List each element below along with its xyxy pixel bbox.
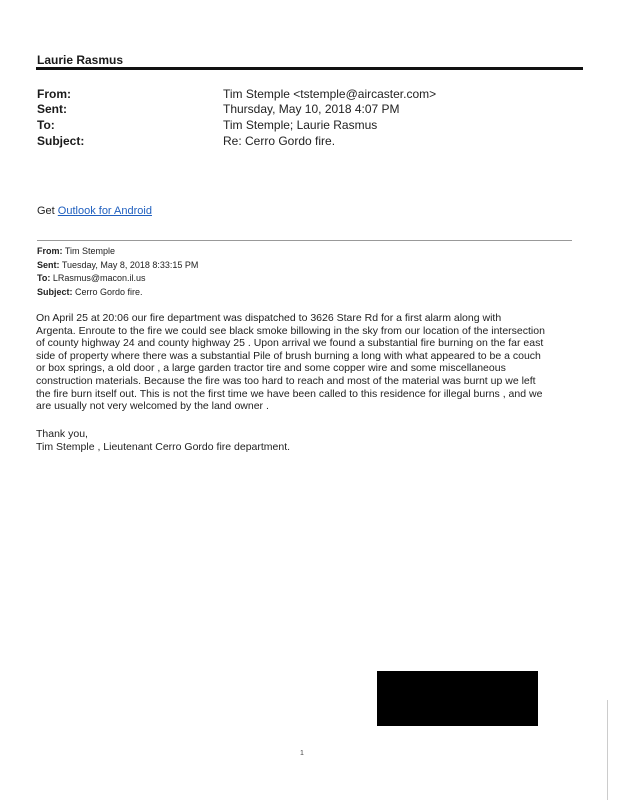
body-line: On April 25 at 20:06 our fire department was dispatched to 3626 Stare Rd for a first alarm along with	[36, 312, 502, 324]
subject-value: Re: Cerro Gordo fire.	[223, 134, 336, 148]
subject-label: Subject:	[37, 134, 85, 148]
fwd-to-line	[37, 273, 146, 283]
body-line: the fire burn itself out. This is not the first time we have been called to this residence for illegal burns , and we	[36, 387, 543, 400]
fwd-sent-value: Tuesday, May 8, 2018 8:33:15 PM	[61, 260, 199, 270]
body-line: or box springs, a old door , a large garden tractor tire and some copper wire and some miscellaneous	[36, 362, 506, 375]
fwd-from-label: From:	[37, 246, 63, 256]
fwd-subject-label: Subject:	[37, 287, 73, 297]
scan-edge-line	[607, 700, 608, 800]
page-number: 1	[300, 750, 304, 757]
from-value: Tim Stemple <tstemple@aircaster.com>	[223, 87, 437, 101]
outlook-for-android-link[interactable]: Outlook for Android	[57, 205, 152, 217]
fwd-from-line	[37, 246, 115, 256]
fwd-to-label: To:	[37, 273, 51, 283]
fwd-from-value: Tim Stemple	[64, 246, 116, 256]
forward-divider	[37, 240, 572, 241]
sender-name: Laurie Rasmus	[37, 53, 124, 67]
fwd-subject-line	[37, 287, 143, 297]
sent-label: Sent:	[37, 102, 67, 116]
header-rule	[36, 67, 583, 70]
email-body	[36, 312, 576, 413]
body-line: are usually not very welcomed by the land owner .	[36, 400, 269, 413]
closing: Thank you,	[36, 428, 88, 440]
redaction-box	[377, 671, 538, 726]
sent-value: Thursday, May 10, 2018 4:07 PM	[223, 102, 400, 116]
closing-block	[36, 428, 290, 453]
body-line: of county highway 24 and county highway 25 . Upon arrival we found a substantial fire burning on the far east	[36, 337, 544, 350]
from-label: From:	[37, 87, 71, 101]
body-line: Argenta. Enroute to the fire we could see black smoke billowing in the sky from our location of the intersection	[36, 324, 545, 337]
get-prefix: Get	[37, 205, 55, 217]
body-line: construction materials. Because the fire was too hard to reach and most of the material was burnt up we left	[36, 374, 536, 387]
fwd-sent-line	[37, 260, 198, 270]
signature: Tim Stemple , Lieutenant Cerro Gordo fire department.	[36, 440, 291, 453]
to-label: To:	[37, 118, 55, 132]
fwd-to-value: LRasmus@macon.il.us	[52, 273, 146, 283]
get-outlook-line	[37, 205, 152, 217]
fwd-sent-label: Sent:	[37, 260, 60, 270]
to-value: Tim Stemple; Laurie Rasmus	[223, 118, 378, 132]
body-line: side of property where there was a substantial Pile of brush burning a long with what appeared to be a couch	[36, 349, 541, 362]
fwd-subject-value: Cerro Gordo fire.	[75, 287, 143, 297]
